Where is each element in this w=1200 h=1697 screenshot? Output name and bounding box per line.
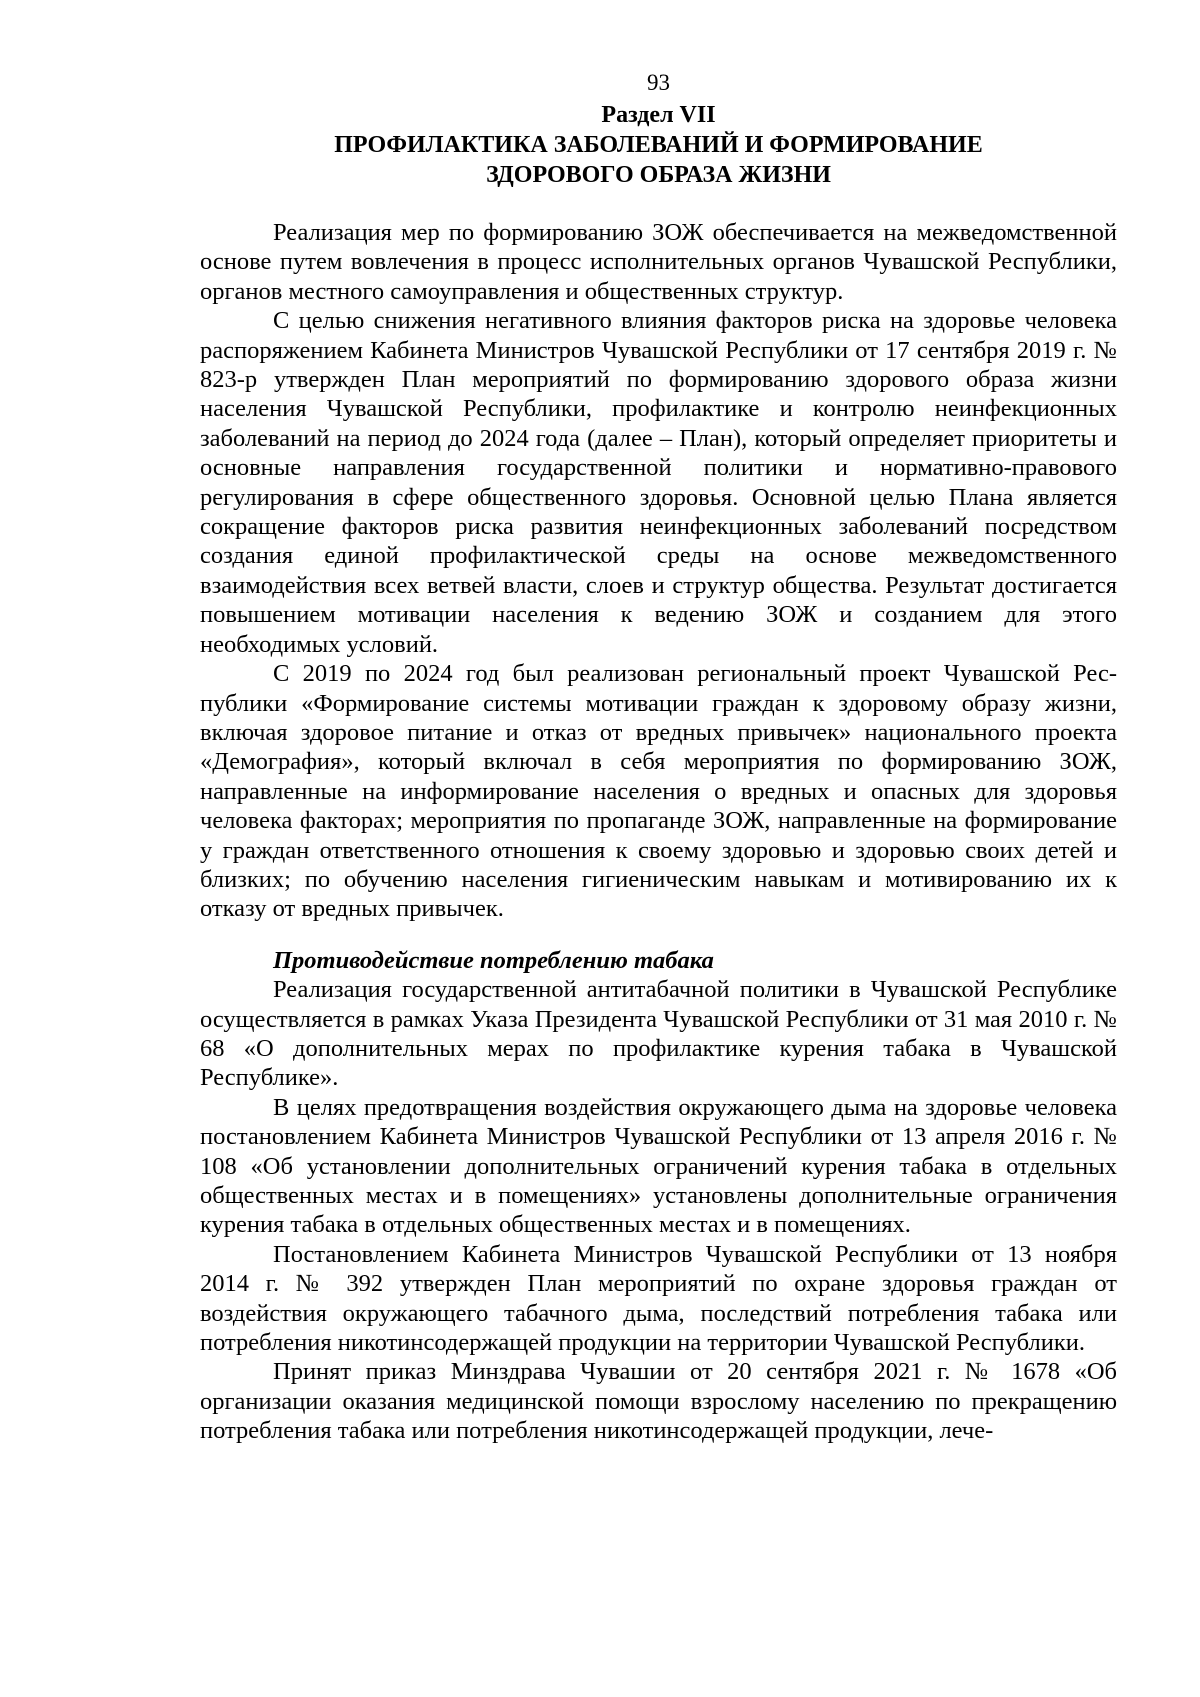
- paragraph: В целях предотвращения воздействия окружающего дыма на здоровье человека постановлением Кабинета Министров Чувашской Республики от 13 апреля 2016 г. № 108 «Об установлении дополнительных ограничений курения табака в отдельных общественных местах и в помещениях» установлены дополнительные ограничения курения табака в отдельных общественных местах и в помещениях.: [200, 1093, 1117, 1239]
- section-heading: [200, 100, 1117, 190]
- paragraph: Постановлением Кабинета Министров Чувашской Республики от 13 ноября 2014 г. № 392 утвержден План мероприятий по охране здоровья граждан от воздействия окружающего табачного дыма, последствий потребления табака или потребления никотинсодержащей продукции на территории Чувашской Республики.: [200, 1240, 1117, 1357]
- page-number: 93: [647, 70, 670, 95]
- paragraph: С целью снижения негативного влияния факторов риска на здоровье человека распоряжением Кабинета Министров Чувашской Республики от 17 сентября 2019 г. № 823-р утвержден План мероприятий по формированию здорового образа жизни населения Чувашской Республики, профилактике и контролю неинфекционных заболеваний на период до 2024 года (далее – План), который определяет приоритеты и основные направления государственной политики и нормативно-правового регулирования в сфере общественного здоровья. Основной целью Плана является сокращение факторов риска развития неинфекционных заболеваний посредством создания единой профилактической среды на основе межведомственного взаимодействия всех ветвей власти, слоев и структур общества. Результат достигается повышением мотивации населения к ведению ЗОЖ и созданием для этого необходимых условий.: [200, 307, 1117, 658]
- paragraph: Реализация мер по формированию ЗОЖ обеспечивается на межведомственной основе путем вовлечения в процесс исполнительных органов Чувашской Республики, органов местного самоуправления и общественных структур.: [200, 219, 1117, 305]
- section-label: Раздел VII: [601, 102, 716, 128]
- section-title-line-1: ПРОФИЛАКТИКА ЗАБОЛЕВАНИЙ И ФОРМИРОВАНИЕ: [334, 132, 983, 158]
- paragraph: С 2019 по 2024 год был реализован региональный проект Чувашской Республики «Формирование системы мотивации граждан к здоровому образу жизни, включая здоровое питание и отказ от вредных привычек» национального проекта «Демография», который включал в себя мероприятия по формированию ЗОЖ, направленные на информирование населения о вредных и опасных для здоровья человека факторах; мероприятия по пропаганде ЗОЖ, направленные на формирование у граждан ответственного отношения к своему здоровью и здоровью своих детей и близких; по обучению населения гигиеническим навыкам и мотивированию их к отказу от вредных привычек.: [200, 660, 1117, 923]
- section-title-line-2: ЗДОРОВОГО ОБРАЗА ЖИЗНИ: [486, 162, 831, 188]
- subsection-title: Противодействие потреблению табака: [273, 946, 714, 974]
- paragraph: Принят приказ Минздрава Чувашии от 20 сентября 2021 г. № 1678 «Об организации оказания медицинской помощи взрослому населению по прекращению потребления табака или потребления никотинсодержащей продукции, лече-: [200, 1358, 1117, 1445]
- paragraph: Реализация государственной антитабачной политики в Чувашской Республике осуществляется в рамках Указа Президента Чувашской Республики от 31 мая 2010 г. № 68 «О дополнительных мерах по профилактике курения табака в Чувашской Республике».: [200, 976, 1117, 1092]
- section-body: [200, 218, 1117, 1446]
- document-page: [200, 68, 1117, 1446]
